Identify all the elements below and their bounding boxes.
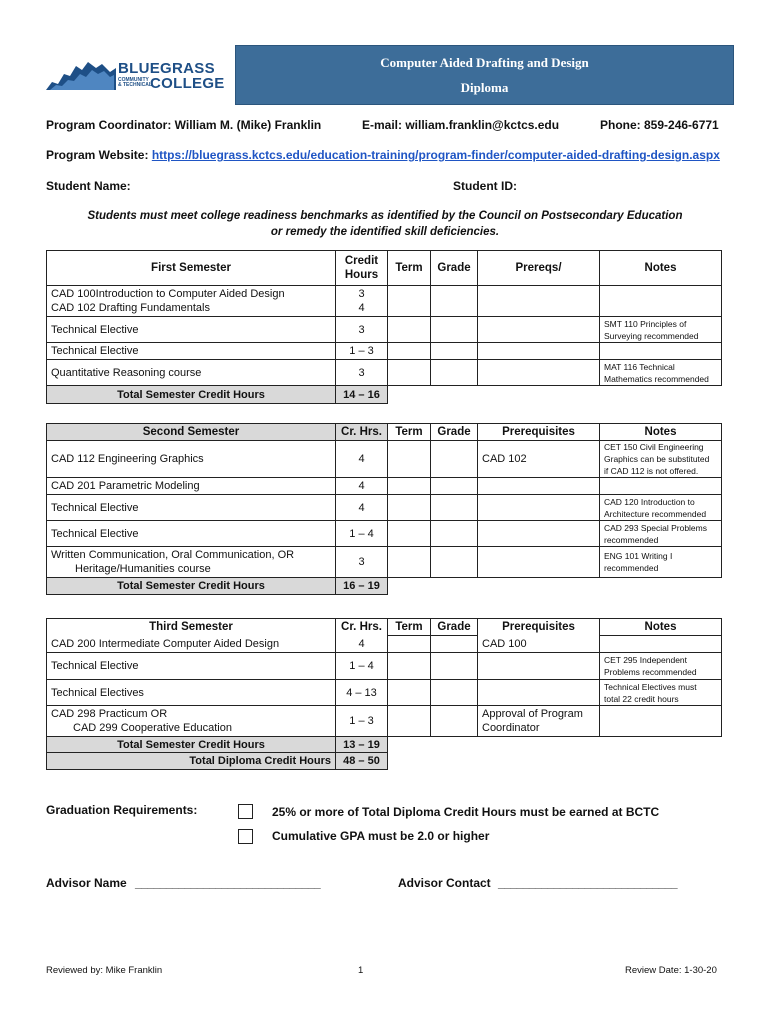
term-header: Term: [388, 251, 431, 286]
hours-cell: 1 – 4: [336, 653, 388, 680]
grade-cell[interactable]: [431, 478, 478, 495]
notes-cell: [600, 706, 722, 737]
grade-cell[interactable]: [431, 317, 478, 343]
table-row: [47, 286, 722, 317]
term-cell[interactable]: [388, 521, 431, 547]
requirement-2-text: Cumulative GPA must be 2.0 or higher: [272, 829, 490, 843]
hours-cell: 3 4: [336, 286, 388, 317]
grade-cell[interactable]: [431, 653, 478, 680]
credit-hours-header: Cr. Hrs.: [336, 619, 388, 636]
grade-cell[interactable]: [431, 495, 478, 521]
hours-cell: 3: [336, 317, 388, 343]
program-header: [235, 45, 734, 105]
hours-cell: 1 – 4: [336, 521, 388, 547]
requirement-checkbox-2[interactable]: [238, 829, 253, 844]
term-cell[interactable]: [388, 286, 431, 317]
program-title: Computer Aided Drafting and Design: [380, 55, 589, 70]
hours-cell: 1 – 3: [336, 343, 388, 360]
advisor-name-label: Advisor Name: [46, 876, 127, 890]
table-row: [47, 360, 722, 386]
logo-text-college: COLLEGE: [150, 75, 225, 92]
term-cell[interactable]: [388, 360, 431, 386]
term-cell[interactable]: [388, 706, 431, 737]
table-row: [47, 653, 722, 680]
term-cell[interactable]: [388, 636, 431, 653]
notes-cell: [600, 343, 722, 360]
notes-cell: CAD 120 Introduction to Architecture recommended: [600, 495, 722, 521]
total-label: Total Semester Credit Hours: [47, 386, 336, 404]
notice-line: Students must meet college readiness benchmarks as identified by the Council on Postsecondary Education: [87, 210, 683, 222]
blank-cell: [388, 386, 722, 404]
total-row: [47, 386, 722, 404]
course-cell: Technical Elective: [47, 521, 336, 547]
grade-cell[interactable]: [431, 547, 478, 578]
table-row: [47, 441, 722, 478]
hours-cell: 4 – 13: [336, 680, 388, 706]
grade-cell[interactable]: [431, 360, 478, 386]
hours-cell: 3: [336, 547, 388, 578]
total-row: [47, 737, 722, 753]
prereq-header: Prereqs/: [478, 251, 600, 286]
logo-text-bluegrass: BLUEGRASS: [118, 60, 215, 77]
diploma-total-label: Total Diploma Credit Hours: [47, 753, 336, 770]
notes-cell: ENG 101 Writing I recommended: [600, 547, 722, 578]
third-semester-table: [46, 618, 722, 770]
notes-header: Notes: [600, 424, 722, 441]
prereq-cell: [478, 521, 600, 547]
term-cell[interactable]: [388, 495, 431, 521]
hours-cell: 1 – 3: [336, 706, 388, 737]
hours-cell: 3: [336, 360, 388, 386]
course-cell: Technical Elective: [47, 495, 336, 521]
program-coordinator: Program Coordinator: William M. (Mike) Franklin: [46, 118, 322, 132]
footer-review-date: Review Date: 1-30-20: [625, 965, 717, 976]
term-cell[interactable]: [388, 680, 431, 706]
semester-title: Third Semester: [47, 619, 336, 636]
grade-cell[interactable]: [431, 636, 478, 653]
notes-cell: MAT 116 Technical Mathematics recommended: [600, 360, 722, 386]
total-row: [47, 578, 722, 595]
total-label: Total Semester Credit Hours: [47, 737, 336, 753]
prereq-header: Prerequisites: [478, 619, 600, 636]
notes-cell: CET 150 Civil Engineering Graphics can be substituted if CAD 112 is not offered.: [600, 441, 722, 478]
grade-cell[interactable]: [431, 343, 478, 360]
hours-cell: 4: [336, 478, 388, 495]
footer-reviewed-by: Reviewed by: Mike Franklin: [46, 965, 163, 976]
prereq-cell: [478, 547, 600, 578]
course-cell: CAD 112 Engineering Graphics: [47, 441, 336, 478]
table-row: [47, 478, 722, 495]
prereq-cell: CAD 100: [478, 636, 600, 653]
course-cell: CAD 100Introduction to Computer Aided Design CAD 102 Drafting Fundamentals: [47, 286, 336, 317]
table-header-row: [47, 424, 722, 441]
notes-cell: Technical Electives must total 22 credit hours: [600, 680, 722, 706]
prereq-cell: [478, 317, 600, 343]
diploma-total-row: [47, 753, 722, 770]
footer-page-number: 1: [358, 965, 364, 976]
grade-header: Grade: [431, 619, 478, 636]
diploma-total-hours: 48 – 50: [336, 753, 388, 770]
prereq-header: Prerequisites: [478, 424, 600, 441]
second-semester-table: [46, 423, 722, 595]
hours-cell: 4: [336, 441, 388, 478]
prereq-cell: [478, 478, 600, 495]
notes-cell: CET 295 Independent Problems recommended: [600, 653, 722, 680]
course-cell: CAD 201 Parametric Modeling: [47, 478, 336, 495]
credit-hours-header: Cr. Hrs.: [336, 424, 388, 441]
course-cell: CAD 298 Practicum OR CAD 299 Cooperative Education: [47, 706, 336, 737]
program-website-label: Program Website:: [46, 148, 152, 162]
notes-header: Notes: [600, 251, 722, 286]
term-header: Term: [388, 424, 431, 441]
program-website-link[interactable]: https://bluegrass.kctcs.edu/education-training/program-finder/computer-aided-drafting-design.aspx: [151, 148, 720, 162]
program-website: [46, 148, 720, 162]
term-cell[interactable]: [388, 547, 431, 578]
requirement-checkbox-1[interactable]: [238, 804, 253, 819]
notes-header: Notes: [600, 619, 722, 636]
coordinator-email: E-mail: william.franklin@kctcs.edu: [362, 118, 560, 132]
semester-title: Second Semester: [47, 424, 336, 441]
course-cell: Quantitative Reasoning course: [47, 360, 336, 386]
prereq-cell: [478, 680, 600, 706]
blank-cell: [388, 737, 722, 753]
term-cell[interactable]: [388, 317, 431, 343]
table-row: [47, 547, 722, 578]
prereq-cell: [478, 360, 600, 386]
grade-cell[interactable]: [431, 521, 478, 547]
course-cell: CAD 200 Intermediate Computer Aided Design: [47, 636, 336, 653]
term-cell[interactable]: [388, 478, 431, 495]
prereq-cell: [478, 343, 600, 360]
readiness-notice: [46, 208, 724, 240]
logo-text-small: COMMUNITY & TECHNICAL: [118, 77, 152, 88]
advisor-name-line[interactable]: ______________________________: [135, 876, 321, 890]
grade-header: Grade: [431, 251, 478, 286]
course-cell: Technical Elective: [47, 653, 336, 680]
hours-cell: 4: [336, 636, 388, 653]
grade-cell[interactable]: [431, 706, 478, 737]
coordinator-phone: Phone: 859-246-6771: [600, 118, 719, 132]
total-label: Total Semester Credit Hours: [47, 578, 336, 595]
course-cell: Technical Electives: [47, 680, 336, 706]
table-row: [47, 495, 722, 521]
term-cell[interactable]: [388, 343, 431, 360]
total-hours: 16 – 19: [336, 578, 388, 595]
prereq-cell: [478, 653, 600, 680]
grade-cell[interactable]: [431, 441, 478, 478]
advisor-contact-line[interactable]: _____________________________: [498, 876, 678, 890]
course-cell: Written Communication, Oral Communication, OR Heritage/Humanities course: [47, 547, 336, 578]
table-row: [47, 317, 722, 343]
term-cell[interactable]: [388, 441, 431, 478]
first-semester-table: [46, 250, 722, 404]
program-subtitle: Diploma: [460, 80, 509, 95]
grade-cell[interactable]: [431, 286, 478, 317]
blank-cell: [388, 578, 722, 595]
graduation-requirements-label: Graduation Requirements:: [46, 803, 198, 817]
course-cell: Technical Elective: [47, 343, 336, 360]
term-cell[interactable]: [388, 653, 431, 680]
table-header-row: [47, 251, 722, 286]
grade-header: Grade: [431, 424, 478, 441]
table-row: [47, 636, 722, 653]
credit-hours-header: Credit Hours: [336, 251, 388, 286]
table-header-row: [47, 619, 722, 636]
table-row: [47, 706, 722, 737]
prereq-cell: CAD 102: [478, 441, 600, 478]
notes-cell: CAD 293 Special Problems recommended: [600, 521, 722, 547]
prereq-cell: Approval of Program Coordinator: [478, 706, 600, 737]
prereq-cell: [478, 495, 600, 521]
notes-cell: [600, 286, 722, 317]
table-row: [47, 343, 722, 360]
grade-cell[interactable]: [431, 680, 478, 706]
requirement-1-text: 25% or more of Total Diploma Credit Hours must be earned at BCTC: [272, 805, 660, 819]
prereq-cell: [478, 286, 600, 317]
student-id-label: Student ID:: [453, 179, 517, 193]
total-hours: 13 – 19: [336, 737, 388, 753]
advisor-contact-label: Advisor Contact: [398, 876, 491, 890]
notice-line: or remedy the identified skill deficiencies.: [270, 226, 500, 238]
semester-title: First Semester: [47, 251, 336, 286]
course-cell: Technical Elective: [47, 317, 336, 343]
table-row: [47, 680, 722, 706]
term-header: Term: [388, 619, 431, 636]
notes-cell: [600, 636, 722, 653]
student-name-label: Student Name:: [46, 179, 131, 193]
notes-cell: SMT 110 Principles of Surveying recommended: [600, 317, 722, 343]
blank-cell: [388, 753, 722, 770]
hours-cell: 4: [336, 495, 388, 521]
table-row: [47, 521, 722, 547]
notes-cell: [600, 478, 722, 495]
total-hours: 14 – 16: [336, 386, 388, 404]
